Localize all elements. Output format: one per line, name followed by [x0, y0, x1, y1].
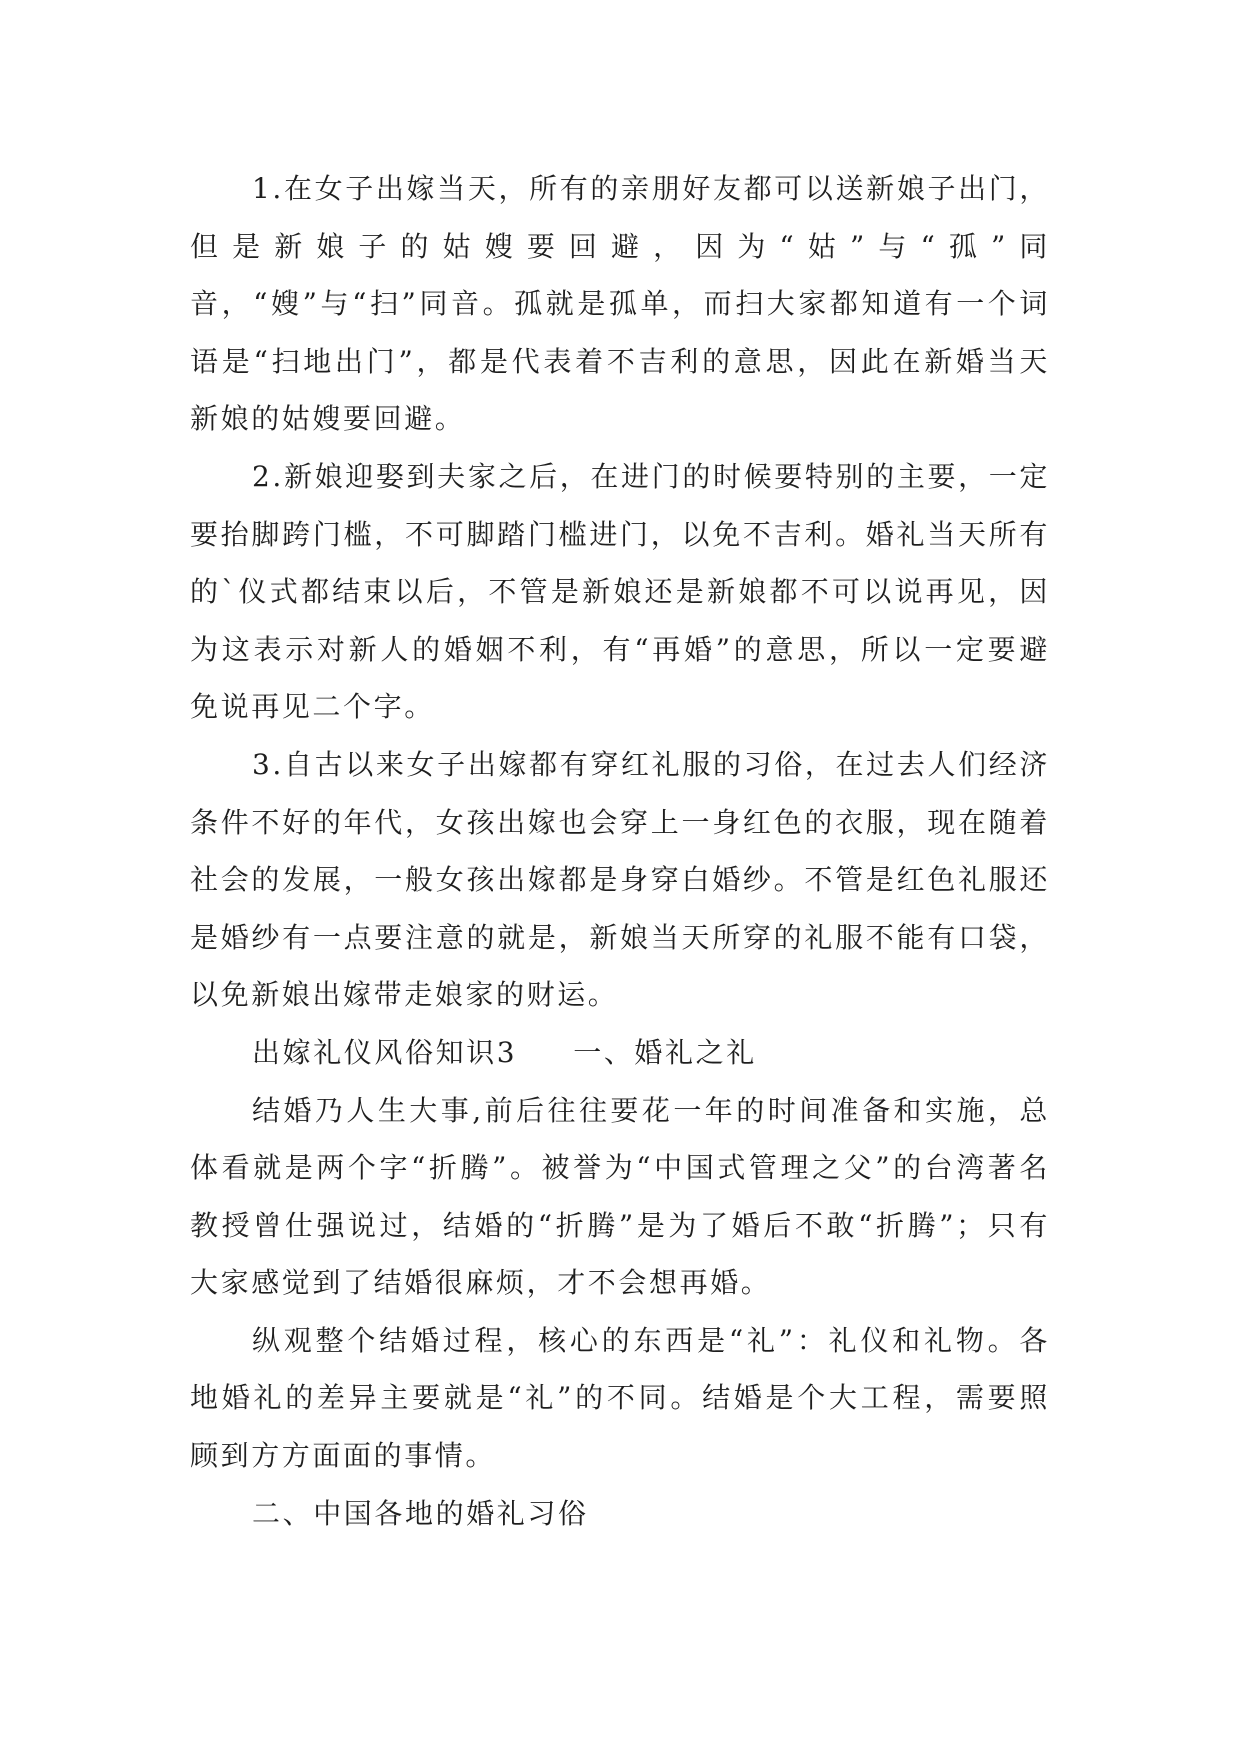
paragraph-2: 2.新娘迎娶到夫家之后，在进门的时候要特别的主要，一定要抬脚跨门槛，不可脚踏门槛进门，以免不吉利。婚礼当天所有的`仪式都结束以后，不管是新娘还是新娘都不可以说再见，因为这表示对新人的婚姻不利，有“再婚”的意思，所以一定要避免说再见二个字。 [190, 459, 1050, 724]
paragraph-5: 纵观整个结婚过程，核心的东西是“礼”：礼仪和礼物。各地婚礼的差异主要就是“礼”的不同。结婚是个大工程，需要照顾到方方面面的事情。 [190, 1323, 1050, 1473]
final-heading: 二、中国各地的婚礼习俗 [252, 1496, 589, 1530]
section-heading-subtitle: 一、婚礼之礼 [573, 1035, 757, 1069]
section-heading [190, 1024, 1050, 1082]
paragraph-3: 3.自古以来女子出嫁都有穿红礼服的习俗，在过去人们经济条件不好的年代，女孩出嫁也会穿上一身红色的衣服，现在随着社会的发展，一般女孩出嫁都是身穿白婚纱。不管是红色礼服还是婚纱有一点要注意的就是，新娘当天所穿的礼服不能有口袋，以免新娘出嫁带走娘家的财运。 [190, 747, 1050, 1012]
section-heading-title: 出嫁礼仪风俗知识3 [252, 1035, 518, 1069]
paragraph-1: 1.在女子出嫁当天，所有的亲朋好友都可以送新娘子出门，但是新娘子的姑嫂要回避，因为“姑”与“孤”同音，“嫂”与“扫”同音。孤就是孤单，而扫大家都知道有一个词语是“扫地出门”，都是代表着不吉利的意思，因此在新婚当天新娘的姑嫂要回避。 [190, 172, 1050, 436]
paragraph-4: 结婚乃人生大事,前后往往要花一年的时间准备和实施，总体看就是两个字“折腾”。被誉为“中国式管理之父”的台湾著名教授曾仕强说过，结婚的“折腾”是为了婚后不敢“折腾”；只有大家感觉到了结婚很麻烦，才不会想再婚。 [190, 1093, 1050, 1300]
document-body [190, 160, 1050, 1542]
